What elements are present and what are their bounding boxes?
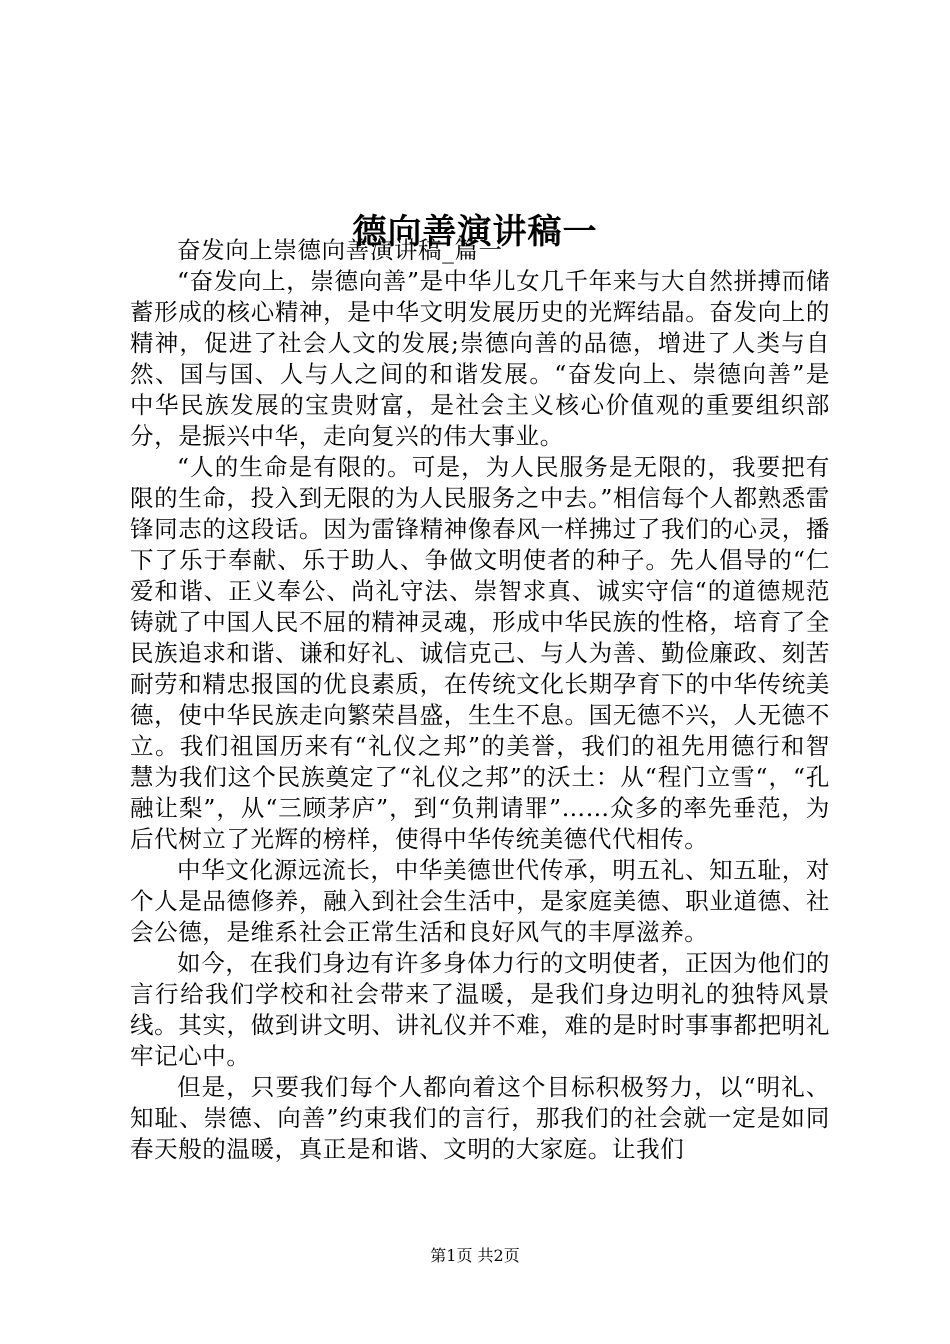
paragraph: “奋发向上，崇德向善”是中华儿女几千年来与大自然拼搏而储蓄形成的核心精神，是中华文明发展历史的光辉结晶。奋发向上的精神，促进了社会人文的发展;崇德向善的品德，增进了人类与自然、国与国、人与人之间的和谐发展。“奋发向上、崇德向善”是中华民族发展的宝贵财富，是社会主义核心价值观的重要组织部分，是振兴中华，走向复兴的伟大事业。 <box>130 267 830 450</box>
document-title: 德向善演讲稿一 <box>352 211 598 252</box>
paragraph: 中华文化源远流长，中华美德世代传承，明五礼、知五耻，对个人是品德修养，融入到社会生活中，是家庭美德、职业道德、社会公德，是维系社会正常生活和良好风气的丰厚滋养。 <box>130 856 830 946</box>
document-body <box>130 235 830 1165</box>
paragraph: 但是，只要我们每个人都向着这个目标积极努力，以“明礼、知耻、崇德、向善”约束我们的言行，那我们的社会就一定是如同春天般的温暖，真正是和谐、文明的大家庭。让我们 <box>130 1073 830 1163</box>
paragraph-subtitle: 奋发向上崇德向善演讲稿_篇一 <box>177 236 503 264</box>
page-footer: 第1页 共2页 <box>430 1246 520 1265</box>
paragraph: 如今，在我们身边有许多身体力行的文明使者，正因为他们的言行给我们学校和社会带来了温暖，是我们身边明礼的独特风景线。其实，做到讲文明、讲礼仪并不难，难的是时时事事都把明礼牢记心中。 <box>130 949 830 1070</box>
paragraph: “人的生命是有限的。可是，为人民服务是无限的，我要把有限的生命，投入到无限的为人民服务之中去。”相信每个人都熟悉雷锋同志的这段话。因为雷锋精神像春风一样拂过了我们的心灵，播下了乐于奉献、乐于助人、争做文明使者的种子。先人倡导的“仁爱和谐、正义奉公、尚礼守法、崇智求真、诚实守信“的道德规范铸就了中国人民不屈的精神灵魂，形成中华民族的性格，培育了全民族追求和谐、谦和好礼、诚信克己、与人为善、勤俭廉政、刻苦耐劳和精忠报国的优良素质，在传统文化长期孕育下的中华传统美德，使中华民族走向繁荣昌盛，生生不息。国无德不兴，人无德不立。我们祖国历来有“礼仪之邦”的美誉，我们的祖先用德行和智慧为我们这个民族奠定了“礼仪之邦”的沃土：从“程门立雪“，“孔融让梨”，从“三顾茅庐”，到“负荆请罪”……众多的率先垂范，为后代树立了光辉的榜样，使得中华传统美德代代相传。 <box>130 453 830 853</box>
